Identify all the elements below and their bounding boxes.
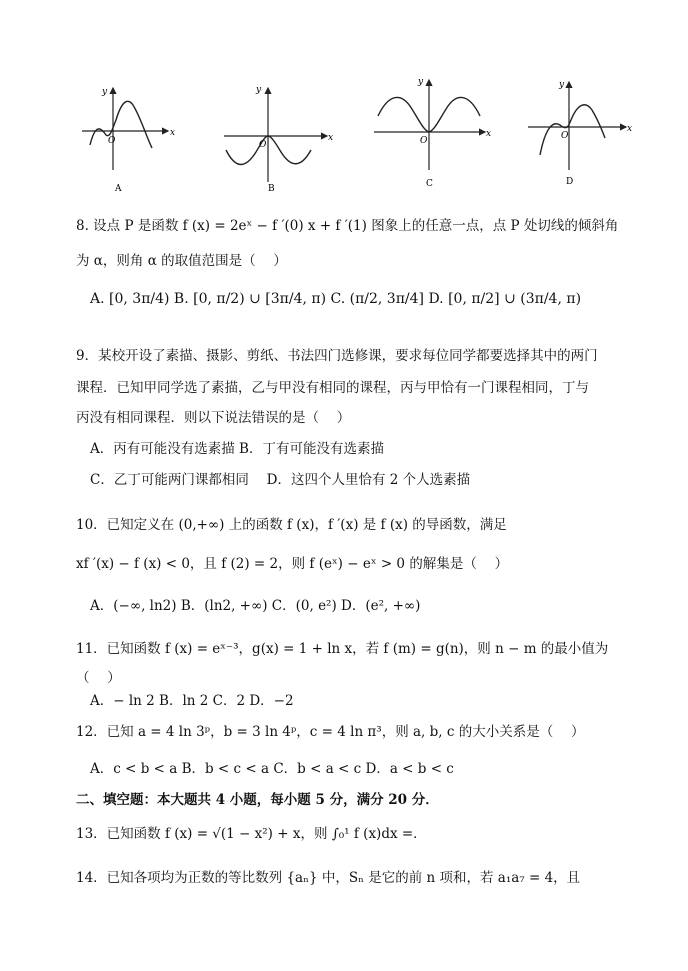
graph-c-ylabel: y (418, 77, 424, 87)
graph-a-letter: A (115, 184, 122, 194)
q10-options: A．(−∞, ln2) B．(ln2, +∞) C．(0, e²) D．(e², +∞) (90, 598, 421, 614)
q8-options: A. [0, 3π/4) B. [0, π/2) ∪ [3π/4, π) C. (π/2, 3π/4] D. [0, π/2] ∪ (3π/4, π) (90, 291, 582, 307)
answer-graphs (0, 70, 688, 195)
graph-a-xlabel: x (170, 128, 176, 138)
graph-d-letter: D (566, 177, 574, 187)
q9-line3: 丙没有相同课程．则以下说法错误的是（ ） (76, 410, 351, 426)
q8-line2: 为 α，则角 α 的取值范围是（ ） (76, 253, 287, 269)
graph-c-origin: O (420, 136, 428, 146)
q11-line2: （ ） (76, 670, 121, 686)
graph-a (82, 87, 175, 194)
q11-line1: 11．已知函数 f (x) = eˣ⁻³，g(x) = 1 + ln x，若 f (m) = g(n)，则 n − m 的最小值为 (76, 641, 609, 657)
q9-options-ab: A．丙有可能没有选素描 B．丁有可能没有选素描 (90, 441, 384, 457)
graph-b-origin: O (259, 140, 267, 150)
graph-a-origin: O (108, 136, 116, 146)
graph-c-letter: C (426, 179, 433, 189)
section-2-heading: 二、填空题：本大题共 4 小题，每小题 5 分，满分 20 分． (76, 792, 439, 808)
graph-d-ylabel: y (559, 80, 565, 90)
graph-d (528, 80, 632, 187)
q12-options: A．c < b < a B．b < c < a C．b < a < c D．a < b < c (90, 761, 454, 777)
q9-line2: 课程．已知甲同学选了素描，乙与甲没有相同的课程，丙与甲恰有一门课程相同，丁与 (76, 380, 589, 396)
q9-line1: 9．某校开设了素描、摄影、剪纸、书法四门选修课，要求每位同学都要选择其中的两门 (76, 348, 598, 364)
q9-options-cd: C．乙丁可能两门课都相同 D．这四个人里恰有 2 个人选素描 (90, 472, 471, 488)
graph-c (374, 77, 491, 189)
q13-line: 13．已知函数 f (x) = √(1 − x²) + x，则 ∫₀¹ f (x)dx =． (76, 826, 427, 842)
graph-b (224, 85, 333, 194)
q11-options: A．− ln 2 B．ln 2 C．2 D．−2 (90, 693, 294, 709)
graph-d-xlabel: x (627, 124, 633, 134)
q14-line: 14．已知各项均为正数的等比数列 {aₙ} 中，Sₙ 是它的前 n 项和，若 a₁a₇ = 4，且 (76, 870, 581, 886)
graph-b-xlabel: x (328, 133, 334, 143)
q12-line1: 12．已知 a = 4 ln 3ᵖ，b = 3 ln 4ᵖ，c = 4 ln π³，则 a, b, c 的大小关系是（ ） (76, 724, 585, 740)
q8-line1: 8. 设点 P 是函数 f (x) = 2eˣ − f ′(0) x + f ′(1) 图象上的任意一点，点 P 处切线的倾斜角 (76, 218, 619, 234)
graph-d-origin: O (561, 131, 569, 141)
q10-line1: 10．已知定义在 (0,+∞) 上的函数 f (x)，f ′(x) 是 f (x) 的导函数，满足 (76, 517, 507, 533)
graph-b-ylabel: y (256, 85, 262, 95)
q10-line2: xf ′(x) − f (x) < 0，且 f (2) = 2，则 f (eˣ) − eˣ > 0 的解集是（ ） (76, 556, 509, 572)
graph-a-ylabel: y (102, 87, 108, 97)
graph-c-xlabel: x (486, 129, 492, 139)
graph-b-letter: B (268, 184, 275, 194)
